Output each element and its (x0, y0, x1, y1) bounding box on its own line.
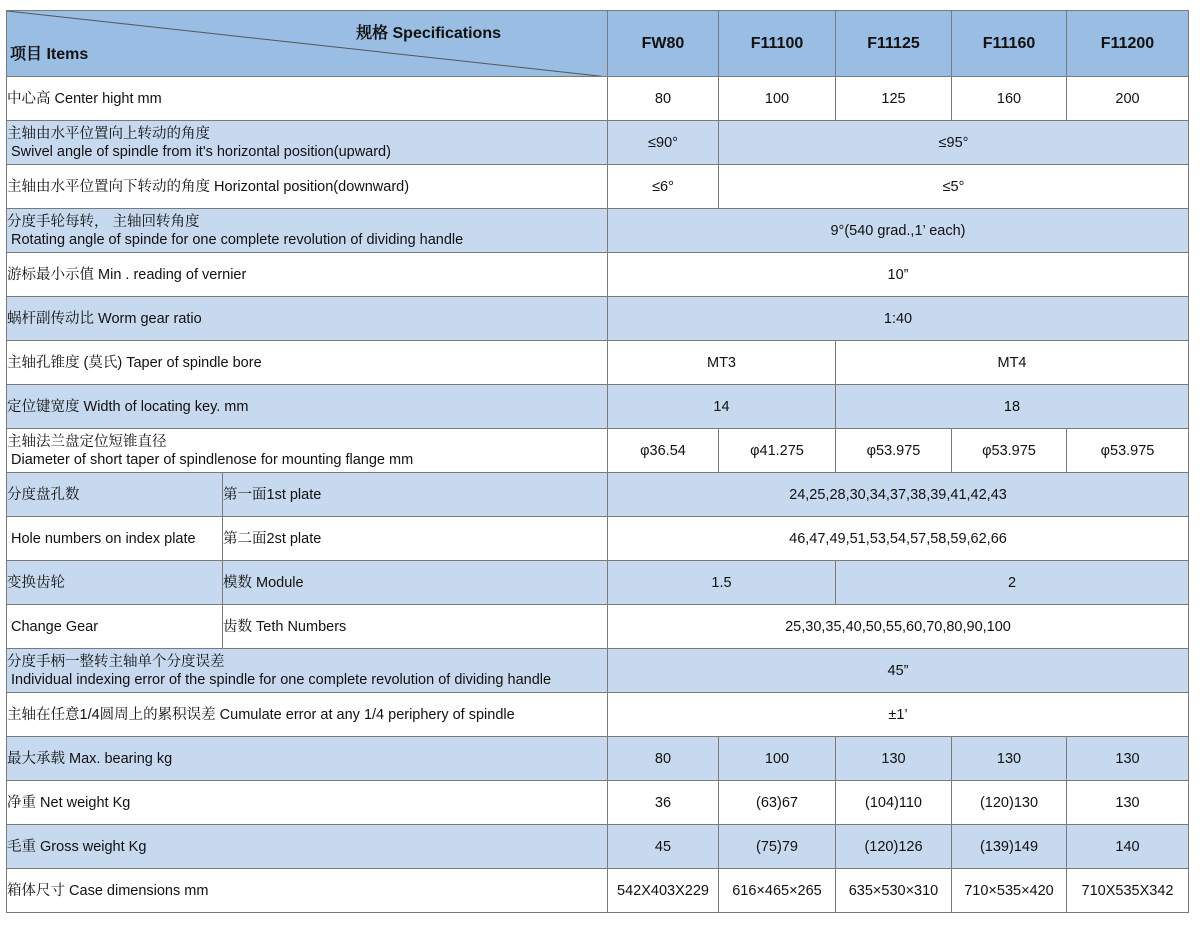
row-rotating-angle (7, 209, 1189, 253)
model-f11160: F11160 (952, 11, 1067, 77)
specifications-table (6, 10, 1189, 913)
cell-value: 542X403X229 (608, 869, 719, 913)
label-cn: 分度手柄一整转主轴单个分度误差 (7, 653, 225, 670)
cell-value: φ53.975 (836, 429, 952, 473)
row-label (7, 517, 223, 561)
row-vernier (7, 253, 1189, 297)
label-cn: 主轴由水平位置向上转动的角度 (7, 125, 210, 142)
cell-value: 25,30,35,40,50,55,60,70,80,90,100 (608, 605, 1189, 649)
row-label: 游标最小示值 Min . reading of vernier (7, 253, 608, 297)
cell-value: 710×535×420 (952, 869, 1067, 913)
cell-value: ≤90° (608, 121, 719, 165)
row-label: 主轴孔锥度 (莫氏) Taper of spindle bore (7, 341, 608, 385)
model-f11125: F11125 (836, 11, 952, 77)
cell-value: (120)126 (836, 825, 952, 869)
row-indexing-error (7, 649, 1189, 693)
row-label (7, 429, 608, 473)
row-label (7, 649, 608, 693)
row-label: 变换齿轮 (7, 561, 223, 605)
cell-value: 45 (608, 825, 719, 869)
model-f11100: F11100 (719, 11, 836, 77)
label-en: Change Gear (11, 618, 99, 635)
cell-value: 10” (608, 253, 1189, 297)
row-net-weight (7, 781, 1189, 825)
cell-value: MT4 (836, 341, 1189, 385)
cell-value: 24,25,28,30,34,37,38,39,41,42,43 (608, 473, 1189, 517)
row-short-taper (7, 429, 1189, 473)
row-cumulate-error (7, 693, 1189, 737)
cell-value: 9°(540 grad.,1’ each) (608, 209, 1189, 253)
cell-value: 100 (719, 77, 836, 121)
header-row (7, 11, 1189, 77)
sub-label: 齿数 Teth Numbers (223, 605, 608, 649)
row-change-gear-module (7, 561, 1189, 605)
label-en: Rotating angle of spinde for one complete revolution of dividing handle (11, 231, 464, 248)
cell-value: 130 (952, 737, 1067, 781)
cell-value: 1.5 (608, 561, 836, 605)
cell-value: 140 (1067, 825, 1189, 869)
specifications-label: 规格 Specifications (356, 25, 501, 42)
cell-value: (120)130 (952, 781, 1067, 825)
row-label: 主轴在任意1/4圆周上的累积误差 Cumulate error at any 1/4 periphery of spindle (7, 693, 608, 737)
row-index-plate-1 (7, 473, 1189, 517)
row-taper (7, 341, 1189, 385)
row-label (7, 605, 223, 649)
cell-value: (63)67 (719, 781, 836, 825)
sub-label: 模数 Module (223, 561, 608, 605)
cell-value: 130 (1067, 781, 1189, 825)
row-worm-ratio (7, 297, 1189, 341)
cell-value: 200 (1067, 77, 1189, 121)
row-label: 定位键宽度 Width of locating key. mm (7, 385, 608, 429)
cell-value: 130 (836, 737, 952, 781)
cell-value: 46,47,49,51,53,54,57,58,59,62,66 (608, 517, 1189, 561)
row-label: 主轴由水平位置向下转动的角度 Horizontal position(downward) (7, 165, 608, 209)
sub-label: 第二面2st plate (223, 517, 608, 561)
cell-value: 635×530×310 (836, 869, 952, 913)
cell-value: (104)110 (836, 781, 952, 825)
row-locating-key (7, 385, 1189, 429)
cell-value: 45” (608, 649, 1189, 693)
model-fw80: FW80 (608, 11, 719, 77)
cell-value: ≤95° (719, 121, 1189, 165)
cell-value: ≤5° (719, 165, 1189, 209)
cell-value: φ41.275 (719, 429, 836, 473)
model-f11200: F11200 (1067, 11, 1189, 77)
row-swivel-down (7, 165, 1189, 209)
cell-value: φ53.975 (952, 429, 1067, 473)
row-swivel-up (7, 121, 1189, 165)
label-en: Swivel angle of spindle from it's horizontal position(upward) (11, 143, 391, 160)
label-en: Diameter of short taper of spindlenose for mounting flange mm (11, 451, 414, 468)
row-index-plate-2 (7, 517, 1189, 561)
cell-value: 100 (719, 737, 836, 781)
diagonal-line (7, 11, 608, 77)
cell-value: 616×465×265 (719, 869, 836, 913)
label-cn: 主轴法兰盘定位短锥直径 (7, 433, 167, 450)
cell-value: 36 (608, 781, 719, 825)
cell-value: 80 (608, 737, 719, 781)
cell-value: 14 (608, 385, 836, 429)
cell-value: φ53.975 (1067, 429, 1189, 473)
row-center-height (7, 77, 1189, 121)
cell-value: 80 (608, 77, 719, 121)
row-label: 毛重 Gross weight Kg (7, 825, 608, 869)
row-label: 分度盘孔数 (7, 473, 223, 517)
row-label: 中心高 Center hight mm (7, 77, 608, 121)
cell-value: 2 (836, 561, 1189, 605)
label-en: Individual indexing error of the spindle for one complete revolution of dividing handle (11, 671, 552, 688)
cell-value: (139)149 (952, 825, 1067, 869)
cell-value: MT3 (608, 341, 836, 385)
row-max-bearing (7, 737, 1189, 781)
cell-value: (75)79 (719, 825, 836, 869)
row-label (7, 209, 608, 253)
cell-value: 1:40 (608, 297, 1189, 341)
cell-value: 160 (952, 77, 1067, 121)
row-case-dimensions (7, 869, 1189, 913)
sub-label: 第一面1st plate (223, 473, 608, 517)
label-cn: 分度手轮每转， 主轴回转角度 (7, 213, 200, 230)
cell-value: ±1’ (608, 693, 1189, 737)
row-gross-weight (7, 825, 1189, 869)
row-label: 净重 Net weight Kg (7, 781, 608, 825)
cell-value: 18 (836, 385, 1189, 429)
row-label (7, 121, 608, 165)
row-change-gear-teeth (7, 605, 1189, 649)
label-en: Hole numbers on index plate (11, 530, 196, 547)
header-diagonal-cell (7, 11, 608, 77)
cell-value: 130 (1067, 737, 1189, 781)
row-label: 箱体尺寸 Case dimensions mm (7, 869, 608, 913)
cell-value: φ36.54 (608, 429, 719, 473)
row-label: 蜗杆副传动比 Worm gear ratio (7, 297, 608, 341)
cell-value: 710X535X342 (1067, 869, 1189, 913)
items-label: 项目 Items (10, 46, 89, 63)
cell-value: 125 (836, 77, 952, 121)
cell-value: ≤6° (608, 165, 719, 209)
row-label: 最大承载 Max. bearing kg (7, 737, 608, 781)
